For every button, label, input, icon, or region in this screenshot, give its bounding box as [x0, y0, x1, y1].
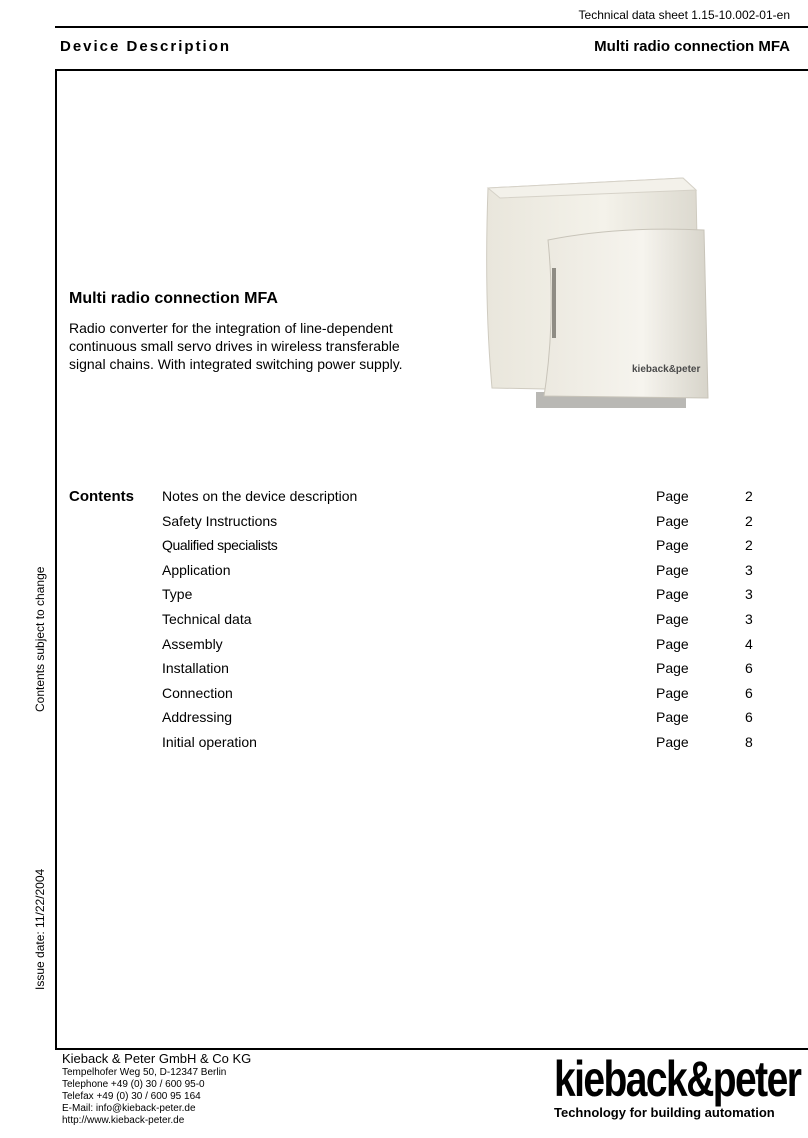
- toc-page-label: Page: [656, 586, 689, 603]
- toc-title: Installation: [162, 660, 229, 677]
- company-logo: [554, 1051, 801, 1120]
- footer-contact: [62, 1050, 251, 1127]
- toc-page-label: Page: [656, 512, 689, 529]
- toc-page-label: Page: [656, 660, 689, 677]
- company-telephone: Telephone +49 (0) 30 / 600 95-0: [62, 1079, 205, 1090]
- toc-title: Addressing: [162, 709, 233, 726]
- logo-tagline: Technology for building automation: [554, 1105, 775, 1120]
- toc-title: Initial operation: [162, 733, 257, 750]
- toc-row: [162, 734, 762, 759]
- issue-date: Issue date: 11/22/2004: [33, 868, 47, 990]
- toc-title: Safety Instructions: [162, 512, 278, 529]
- product-description: Radio converter for the integration of line-dependent continuous small servo drives in wireless transferable signal chains. With integrated switching power supply.: [69, 320, 403, 372]
- toc-title: Notes on the device description: [162, 488, 358, 504]
- company-fax: Telefax +49 (0) 30 / 600 95 164: [62, 1091, 201, 1102]
- section-title: Device Description: [60, 38, 232, 55]
- toc-page-label: Page: [656, 488, 689, 504]
- toc-row: [162, 586, 762, 611]
- company-website: http://www.kieback-peter.de: [62, 1115, 185, 1126]
- toc-page-number: 3: [745, 610, 753, 627]
- toc-page-label: Page: [656, 709, 689, 726]
- toc-title: Technical data: [162, 610, 252, 627]
- toc-title: Assembly: [162, 635, 223, 652]
- toc-page-label: Page: [656, 610, 689, 627]
- toc-row: [162, 685, 762, 710]
- toc-page-number: 6: [745, 709, 753, 726]
- header-product-name: Multi radio connection MFA: [594, 38, 790, 55]
- toc-row: [162, 562, 762, 587]
- toc-title: Qualified specialists: [162, 537, 278, 554]
- toc-page-label: Page: [656, 635, 689, 652]
- toc-page-label: Page: [656, 537, 689, 554]
- toc-row: [162, 660, 762, 685]
- toc-row: [162, 636, 762, 661]
- toc-page-number: 3: [745, 561, 753, 578]
- toc-title: Application: [162, 561, 231, 578]
- company-name: Kieback & Peter GmbH & Co KG: [62, 1051, 252, 1066]
- toc-row: [162, 537, 762, 562]
- toc-row: [162, 611, 762, 636]
- toc-page-number: 8: [745, 733, 753, 750]
- toc-page-label: Page: [656, 684, 689, 701]
- company-address: Tempelhofer Weg 50, D-12347 Berlin: [62, 1067, 227, 1078]
- change-notice: Contents subject to change: [33, 566, 47, 712]
- device-photo: [478, 160, 728, 418]
- toc-page-number: 4: [745, 635, 753, 652]
- toc-page-number: 2: [745, 512, 753, 529]
- toc-row: [162, 513, 762, 538]
- toc-title: Connection: [162, 684, 233, 701]
- toc-row: [162, 709, 762, 734]
- toc-page-label: Page: [656, 561, 689, 578]
- toc-page-number: 2: [745, 488, 753, 504]
- device-logo: kieback&peter: [632, 364, 701, 375]
- toc-row: [162, 488, 762, 513]
- toc-page-number: 2: [745, 537, 753, 554]
- logo-wordmark: kieback&peter: [554, 1051, 801, 1107]
- toc-title: Type: [162, 586, 193, 603]
- toc-page-number: 6: [745, 660, 753, 677]
- document-reference: Technical data sheet 1.15-10.002-01-en: [578, 8, 790, 22]
- contents-label: Contents: [69, 488, 134, 505]
- toc-page-label: Page: [656, 733, 689, 750]
- toc-page-number: 6: [745, 684, 753, 701]
- toc-page-number: 3: [745, 586, 753, 603]
- product-title: Multi radio connection MFA: [69, 290, 278, 307]
- table-of-contents: [162, 488, 762, 759]
- header-rule: [55, 26, 808, 28]
- company-email: E-Mail: info@kieback-peter.de: [62, 1103, 196, 1114]
